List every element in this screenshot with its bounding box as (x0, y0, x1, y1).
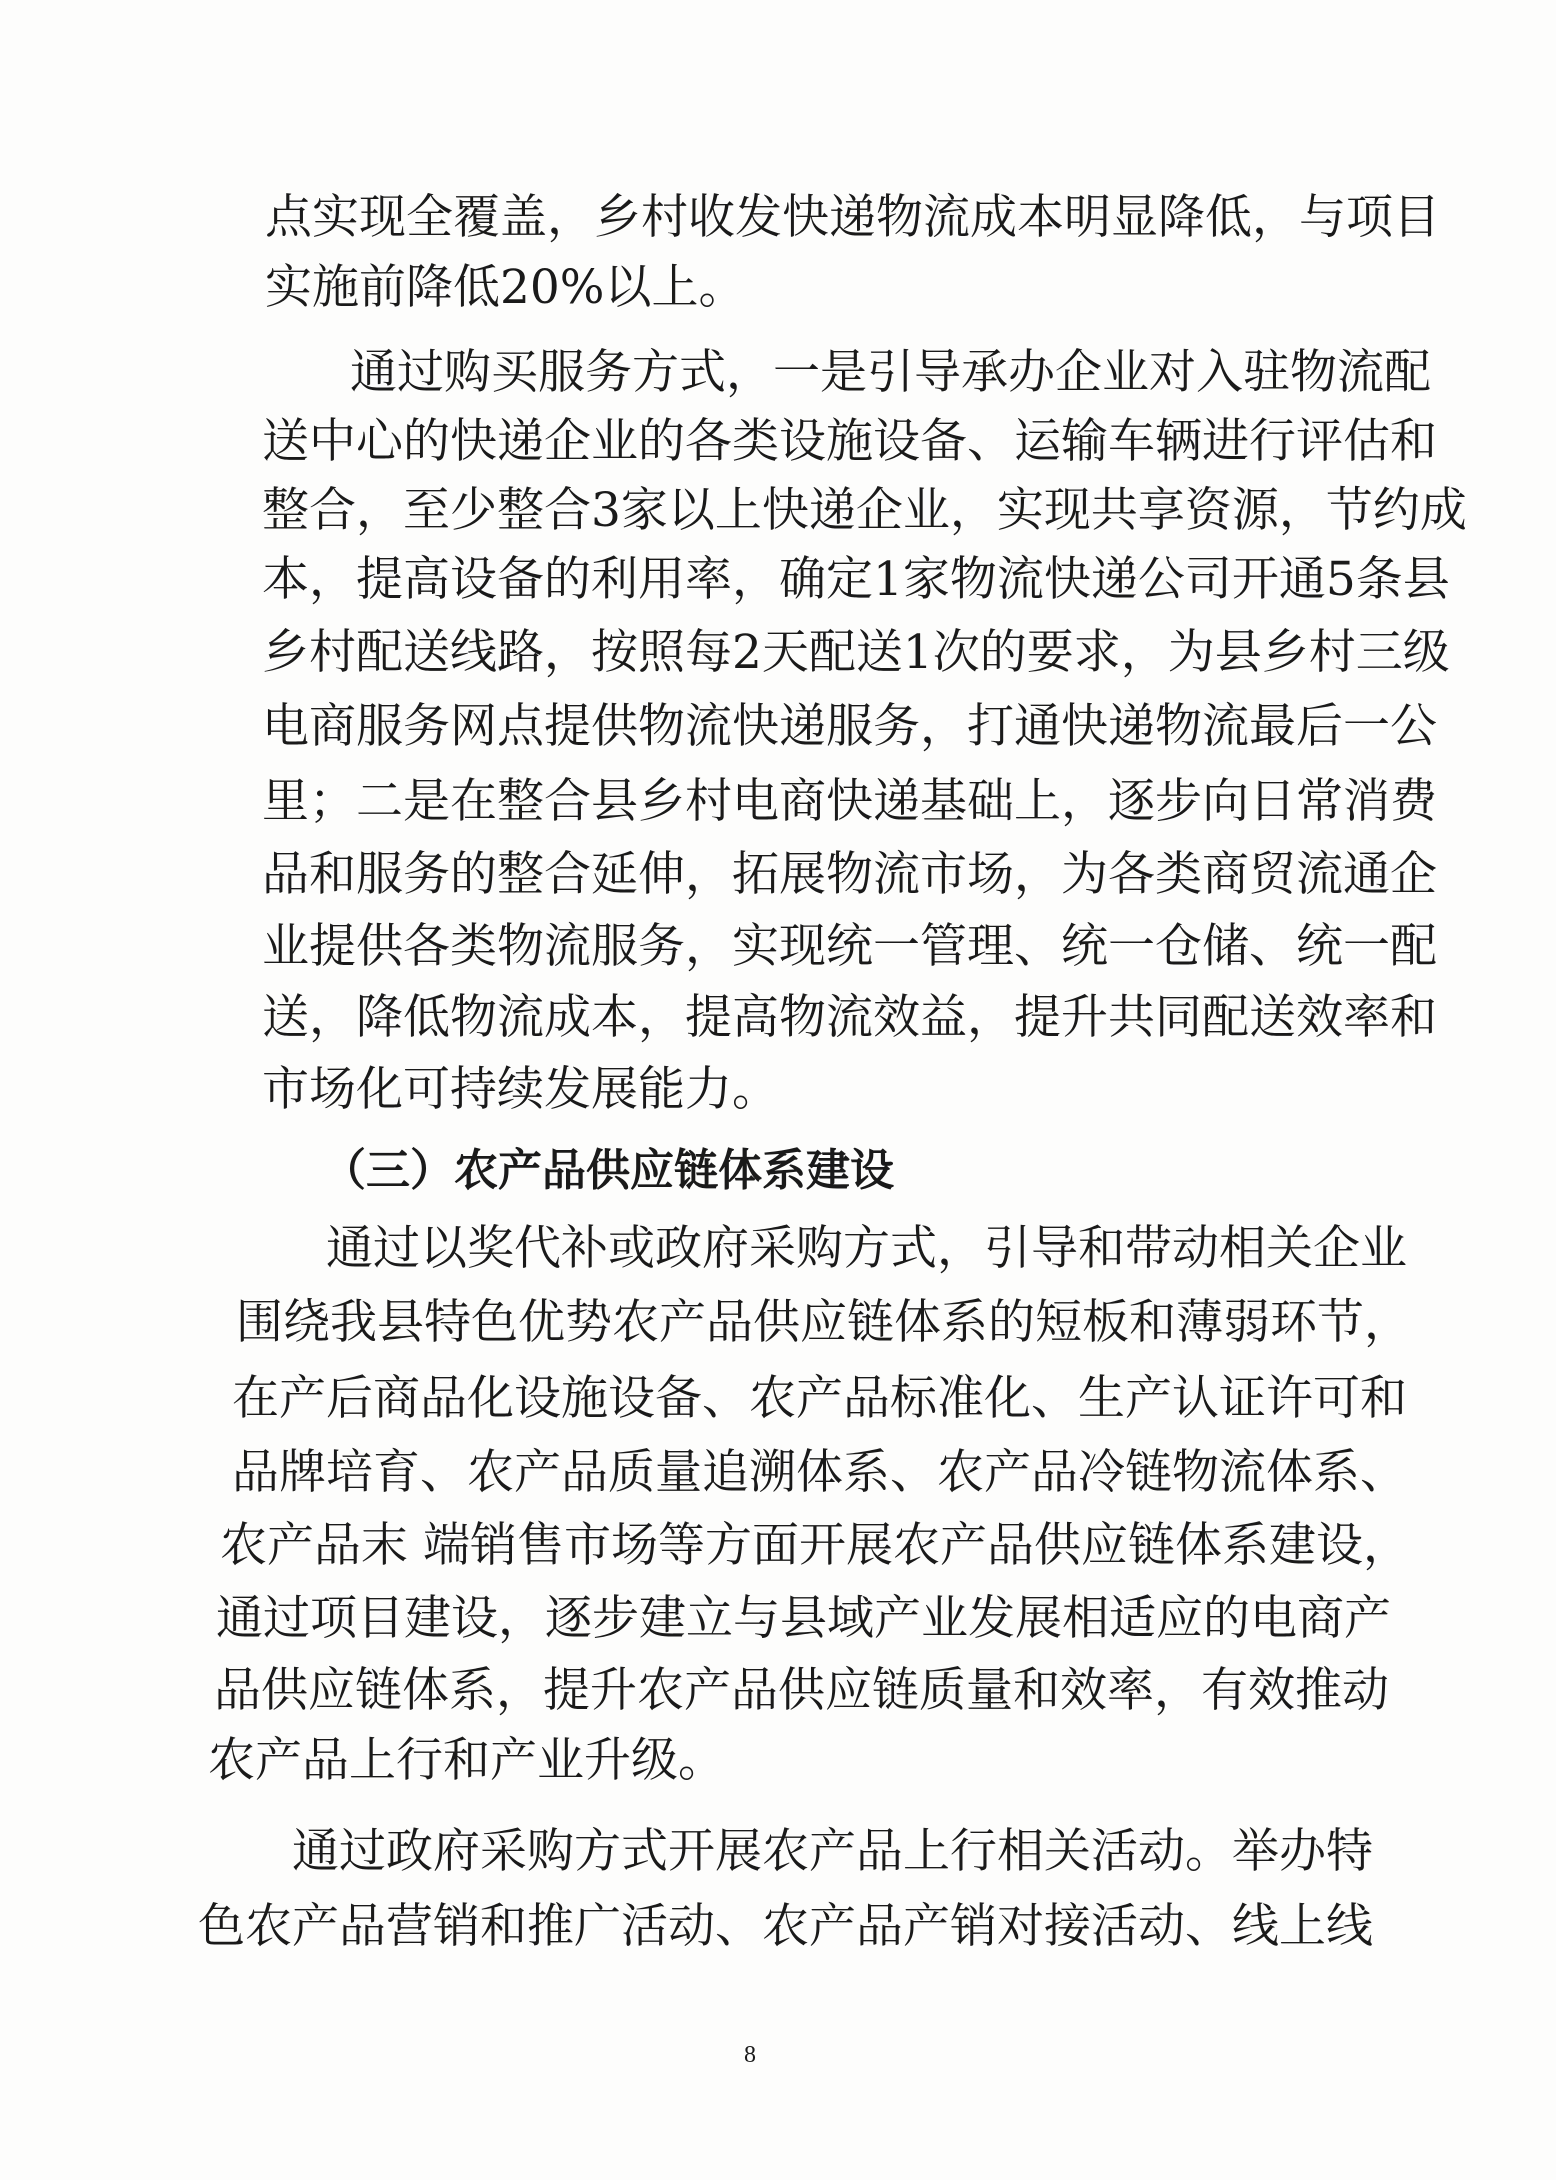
text-line: 乡村配送线路，按照每2天配送1次的要求，为县乡村三级 (262, 625, 1450, 680)
text-line: 通过以奖代补或政府采购方式，引导和带动相关企业 (326, 1221, 1407, 1276)
text-line: 通过项目建设，逐步建立与县域产业发展相适应的电商产 (216, 1591, 1391, 1646)
text-line: 通过购买服务方式，一是引导承办企业对入驻物流配 (350, 345, 1431, 400)
page-number: 8 (744, 2042, 756, 2068)
text-line: 色农产品营销和推广活动、农产品产销对接活动、线上线 (198, 1899, 1373, 1954)
text-line: 整合，至少整合3家以上快递企业，实现共享资源，节约成 (262, 483, 1467, 538)
text-line: 送，降低物流成本，提高物流效益，提升共同配送效率和 (262, 990, 1437, 1045)
text-line: 农产品末 端销售市场等方面开展农产品供应链体系建设， (220, 1518, 1410, 1573)
text-line: 品供应链体系，提升农产品供应链质量和效率，有效推动 (214, 1663, 1389, 1718)
text-line: 在产后商品化设施设备、农产品标准化、生产认证许可和 (232, 1371, 1407, 1426)
text-line: 实施前降低20%以上。 (265, 260, 746, 315)
text-line: 通过政府采购方式开展农产品上行相关活动。举办特 (292, 1824, 1373, 1879)
text-line: 送中心的快递企业的各类设施设备、运输车辆进行评估和 (262, 414, 1437, 469)
text-line: 业提供各类物流服务，实现统一管理、统一仓储、统一配 (262, 919, 1437, 974)
text-line: 围绕我县特色优势农产品供应链体系的短板和薄弱环节， (236, 1295, 1411, 1350)
text-line: 电商服务网点提供物流快递服务，打通快递物流最后一公 (262, 699, 1437, 754)
text-line: 品和服务的整合延伸，拓展物流市场，为各类商贸流通企 (262, 847, 1437, 902)
text-line: 市场化可持续发展能力。 (262, 1062, 779, 1117)
text-line: 点实现全覆盖，乡村收发快递物流成本明显降低，与项目 (265, 190, 1440, 245)
text-line: 本，提高设备的利用率，确定1家物流快递公司开通5条县 (262, 552, 1450, 607)
section-heading: （三）农产品供应链体系建设 (322, 1145, 894, 1196)
text-line: 农产品上行和产业升级。 (208, 1733, 725, 1788)
text-line: 品牌培育、农产品质量追溯体系、农产品冷链物流体系、 (232, 1445, 1407, 1500)
text-line: 里；二是在整合县乡村电商快递基础上，逐步向日常消费 (262, 774, 1437, 829)
